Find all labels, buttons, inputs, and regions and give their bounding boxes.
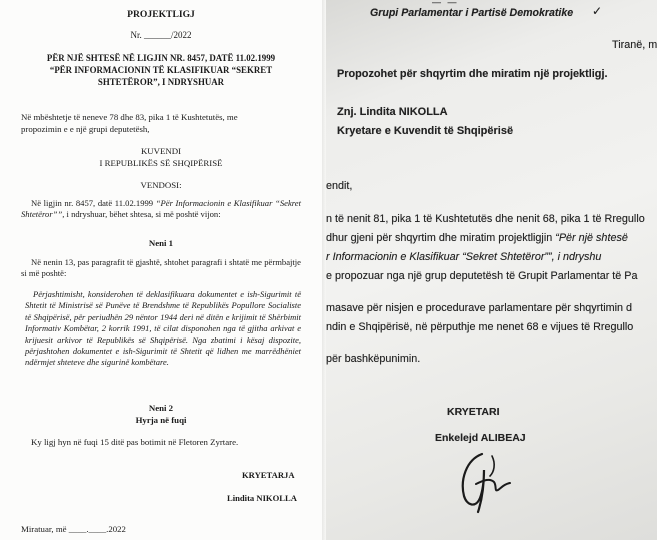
recipient-name: Znj. Lindita NIKOLLA [337,106,448,118]
body-italic: “Për një shtesë [555,232,628,244]
checkmark-icon: ✓ [592,4,603,18]
body-text: e propozuar nga një grup deputetësh të Grupit Parlamentar të Pa [326,270,638,282]
letterhead-fragment: — — [432,0,459,7]
body-text: masave për nisjen e procedurave parlamentare për shqyrtimin d [326,302,633,314]
recipient-role: Kryetare e Kuvendit të Shqipërisë [337,125,514,137]
body-text: ndin e Shqipërisë, në përputhje me nenet 68 e vijues të Rregullo [326,321,634,333]
intro-paragraph [21,198,301,221]
assembly-republic: I REPUBLIKËS SË SHQIPËRISË [99,158,223,168]
article-2-heading: Neni 2 [148,403,174,413]
article-1-heading: Neni 1 [148,238,174,248]
letter-body-line-6 [326,321,633,333]
approval-date: Miratuar, më ____.____.2022 [21,524,126,534]
city-date: Tiranë, m [612,39,657,51]
cover-letter-photo [326,0,657,540]
law-heading-line-2: “PËR INFORMACIONIN TË KLASIFIKUAR “SEKRET [49,65,273,75]
letter-subject: Propozohet për shqyrtim dhe miratim një projektligj. [337,68,608,80]
law-heading-line-1: PËR NJË SHTESË NË LIGJIN NR. 8457, DATË 11.02.1999 [46,53,276,63]
body-text: dhur gjeni për shqyrtim dhe miratim projektligjin [326,232,556,244]
assembly-name: KUVENDI [140,146,182,156]
letter-signer-name: Enkelejd ALIBEAJ [435,432,526,444]
handwritten-signature [454,450,512,514]
body-italic: r Informacionin e Klasifikuar “Sekret Shtetëror””, i ndryshu [326,251,602,263]
intro-text-end: , i ndryshuar, bëhet shtesa, si më poshtë vijon: [62,209,221,220]
document-number: Nr. ______/2022 [130,30,192,40]
letter-body-line-3 [326,251,601,263]
body-text: për bashkëpunimin. [326,353,421,365]
intro-law-title: “Për Informacionin e Klasifikuar “Sekret Shtetëror”” [21,198,302,220]
preamble-line-2: propozimin e e një grupi deputetësh, [21,124,150,134]
signer-title: KRYETARJA [242,470,295,480]
article-2-title: Hyrja në fuqi [135,415,187,425]
letterhead-group: Grupi Parlamentar i Partisë Demokratike [370,7,574,19]
intro-text: Në ligjin nr. 8457, datë 11.02.1999 [31,198,156,208]
article-2-text: Ky ligj hyn në fuqi 15 ditë pas botimit në Fletoren Zyrtare. [31,437,239,447]
document-title: PROJEKTLIGJ [127,9,195,20]
letter-signer-title: KRYETARI [447,406,500,418]
law-heading-line-3: SHTETËROR”, I NDRYSHUAR [97,77,225,87]
draft-law-page [0,0,322,540]
letter-body-line-2 [326,232,628,244]
article-1-text: Në nenin 13, pas paragrafit të gjashtë, shtohet paragrafi i shtatë me përmbajtje si më poshtë: [21,257,301,279]
letter-body-line-1 [326,213,645,225]
signer-name: Lindita NIKOLLA [227,493,297,503]
letter-body-line-5 [326,302,632,314]
vendosi-label: VENDOSI: [140,180,182,190]
letter-body-line-7 [326,353,420,365]
preamble-line-1: Në mbështetje të neneve 78 dhe 83, pika 1 të Kushtetutës, me [21,112,238,122]
article-1-quote: Përjashtimisht, konsiderohen të deklasifikuara dokumentet e ish-Sigurimit të Shtetit të Ministrisë së Punëve të Brendshme të Republikës Popullore Socialiste të Shqipërisë, për periudhën 29 nëntor 1944 deri në ditën e krijimit të Shërbimit Informativ Kombëtar, 2 korrik 1991, të cilat disponohen nga të gjitha arkivat e krijuesit arkivor të Republikës së Shqipërisë. Nga zbatimi i kësaj dispozite, përjashtohen dokumentet e ish-Sigurimit të Shtetit që lidhen me marrëdhëniet ndërmjet shteteve dhe sigurinë kombëtare. [25,289,301,368]
letter-body-line-4 [326,270,638,282]
salutation: endit, [326,180,353,192]
body-text: n të nenit 81, pika 1 të Kushtetutës dhe nenit 68, pika 1 të Rregullo [326,213,645,225]
